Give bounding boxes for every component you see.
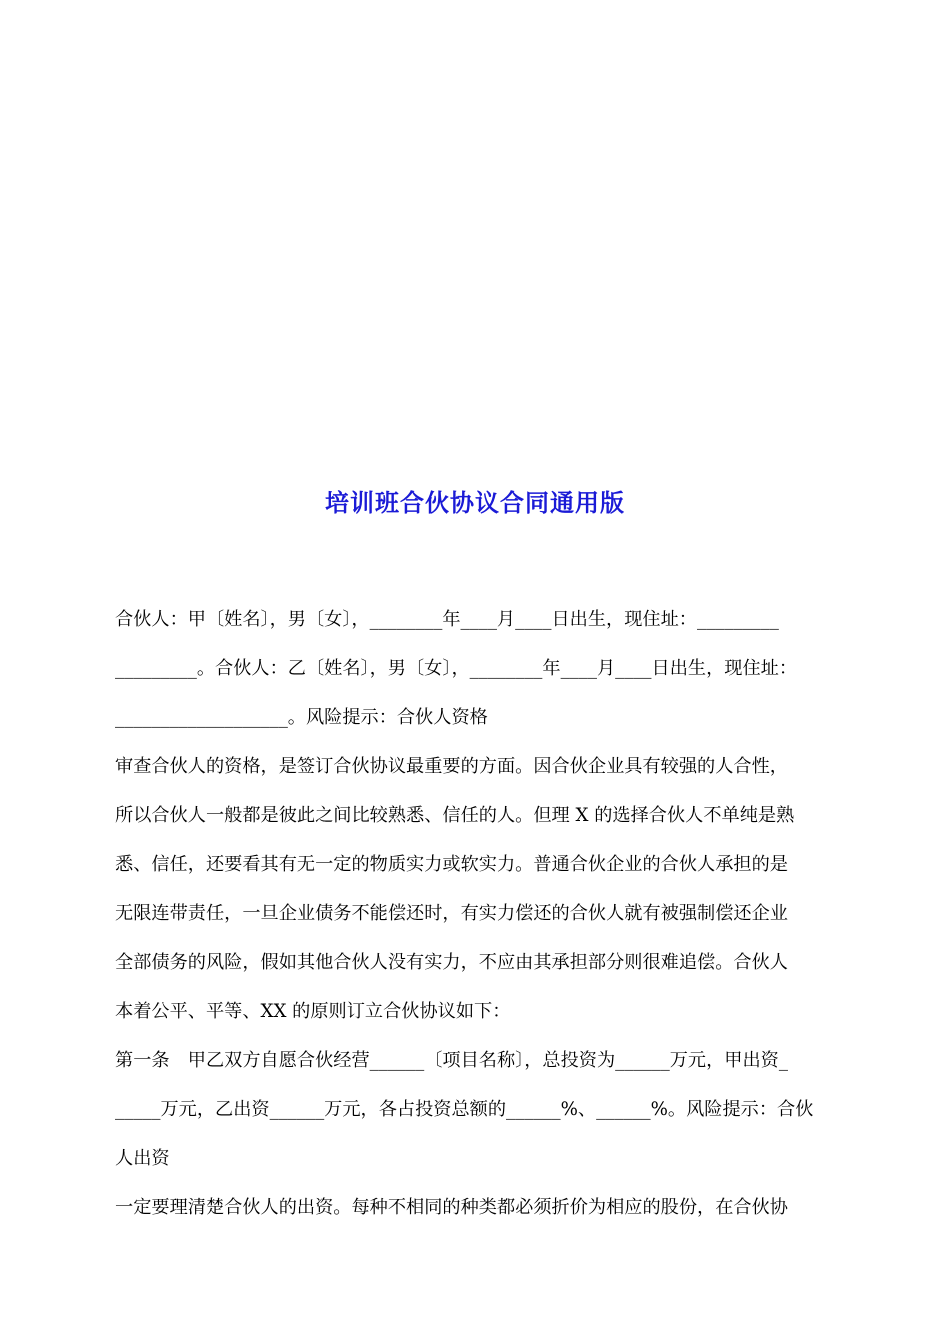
document-title: 培训班合伙协议合同通用版 — [325, 489, 625, 517]
body-line: _____万元，乙出资______万元，各占投资总额的______%、______%。风险提示：合伙 — [115, 1099, 814, 1120]
body-line: 所以合伙人一般都是彼此之间比较熟悉、信任的人。但理 X 的选择合伙人不单纯是熟 — [115, 805, 795, 826]
body-line: _________。合伙人：乙〔姓名〕，男〔女〕，________年____月____日出生，现住址： — [115, 658, 798, 679]
body-line: 悉、信任，还要看其有无一定的物质实力或软实力。普通合伙企业的合伙人承担的是 — [115, 854, 788, 875]
document-body — [115, 603, 837, 1240]
body-line: 合伙人：甲〔姓名〕，男〔女〕，________年____月____日出生，现住址：_________ — [115, 609, 779, 630]
body-line: 审查合伙人的资格，是签订合伙协议最重要的方面。因合伙企业具有较强的人合性， — [115, 756, 788, 777]
body-line: ___________________。风险提示：合伙人资格 — [115, 707, 488, 728]
body-line: 一定要理清楚合伙人的出资。每种不相同的种类都必须折价为相应的股份，在合伙协 — [115, 1197, 788, 1218]
body-line: 本着公平、平等、XX 的原则订立合伙协议如下： — [115, 1001, 511, 1022]
body-line: 第一条 甲乙双方自愿合伙经营______〔项目名称〕，总投资为______万元，甲出资_ — [115, 1050, 788, 1071]
body-line: 无限连带责任，一旦企业债务不能偿还时，有实力偿还的合伙人就有被强制偿还企业 — [115, 903, 788, 924]
body-line: 全部债务的风险，假如其他合伙人没有实力，不应由其承担部分则很难追偿。合伙人 — [115, 952, 788, 973]
body-line: 人出资 — [115, 1148, 170, 1169]
